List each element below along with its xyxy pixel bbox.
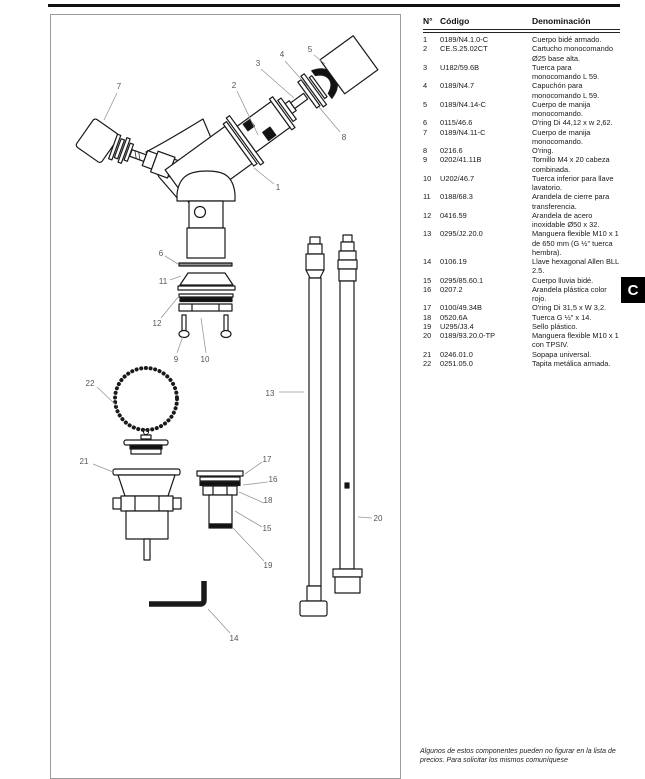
table-cell: Tuerca inferior para llave lavatorio. <box>532 173 614 192</box>
table-cell: 10 <box>423 173 432 183</box>
popup-drain <box>113 469 181 560</box>
table-cell: 0115/46.6 <box>440 118 473 128</box>
table-cell: 0189/N4.7 <box>440 81 475 91</box>
table-row <box>423 192 621 211</box>
callout-number: 20 <box>373 514 383 523</box>
table-cell: 0189/N4.11-C <box>440 127 486 137</box>
leader-line <box>104 93 117 120</box>
allen-key <box>149 581 204 604</box>
table-row <box>423 359 621 368</box>
table-row <box>423 174 621 193</box>
table-cell: Sello plástico. <box>532 321 578 331</box>
table-cell: Arandela de cierre para transferencia. <box>532 192 610 211</box>
callout-number: 18 <box>263 496 273 505</box>
table-cell: U182/59.6B <box>440 62 480 72</box>
table-cell: 0189/93.20.0-TP <box>440 331 496 340</box>
diagram-frame <box>50 14 401 779</box>
callout-number: 9 <box>173 355 179 364</box>
callout-number: 6 <box>158 249 164 258</box>
leader-line <box>170 276 181 280</box>
callout-number: 1 <box>275 183 281 192</box>
table-cell: 12 <box>423 210 432 220</box>
handle-body <box>320 36 378 94</box>
table-cell: Tuerca para monocomando L 59. <box>532 62 600 81</box>
table-cell: 0216.6 <box>440 146 463 155</box>
table-row <box>423 128 621 147</box>
leader-line <box>243 482 268 485</box>
callout-number: 4 <box>279 50 285 59</box>
table-cell: 20 <box>423 331 432 340</box>
callout-number: 8 <box>341 133 347 142</box>
table-cell: O'ring Di 44,12 x w 2,62. <box>532 118 613 128</box>
table-cell: 11 <box>423 192 431 202</box>
callout-number: 12 <box>152 319 162 328</box>
section-tab: C <box>621 277 645 303</box>
table-cell: Manguera flexible M10 x 1 con TPSIV. <box>532 331 619 350</box>
spout-neck <box>189 201 223 228</box>
screw <box>182 315 186 332</box>
table-cell: 6 <box>423 118 428 128</box>
table-cell: 0207.2 <box>440 284 463 294</box>
table-cell: Sopapa universal. <box>532 349 592 359</box>
table-cell: CE.S.25.02CT <box>440 44 488 54</box>
table-cell: 0188/68.3 <box>440 192 473 202</box>
leader-line <box>245 462 262 474</box>
leader-line <box>261 69 294 98</box>
table-row <box>423 81 621 100</box>
hose-left <box>300 237 327 616</box>
table-cell: 15 <box>423 275 432 285</box>
table-row <box>423 285 621 304</box>
table-cell: 0251.05.0 <box>440 358 473 368</box>
table-cell: 22 <box>423 358 432 368</box>
table-cell: 0189/N4.1.0-C <box>440 35 489 44</box>
leader-line <box>208 609 230 633</box>
callout-number: 16 <box>268 475 278 484</box>
table-row <box>423 350 621 359</box>
table-cell: Manguera flexible M10 x 1 de 650 mm (G ½" tuerca hembra). <box>532 229 619 257</box>
table-row <box>423 44 621 63</box>
callout-number: 11 <box>158 277 168 286</box>
mounting-stack <box>178 263 235 338</box>
table-row <box>423 35 621 44</box>
metal-cap <box>124 440 168 445</box>
table-cell: Llave hexagonal Allen BLL 2.5. <box>532 257 619 276</box>
parts-table <box>423 16 621 26</box>
parts-table-rows <box>423 35 621 368</box>
table-cell: U202/46.7 <box>440 173 475 183</box>
table-cell: 0189/N4.14-C <box>440 99 487 109</box>
table-cell: Cuerpo de manija monocomando. <box>532 99 591 118</box>
table-row <box>423 257 621 276</box>
table-cell: 8 <box>423 146 428 155</box>
hose-right <box>333 235 362 593</box>
table-cell: Cuerpo bidé armado. <box>532 35 602 44</box>
table-row <box>423 146 621 155</box>
table-cell: 14 <box>423 257 432 266</box>
table-cell: 0202/41.11B <box>440 155 482 165</box>
chain-ring <box>115 368 177 430</box>
table-cell: 9 <box>423 155 428 165</box>
callout-number: 10 <box>200 355 210 364</box>
table-cell: 7 <box>423 127 428 137</box>
table-cell: 0295/85.60.1 <box>440 275 484 285</box>
header-codigo: Código <box>440 16 470 26</box>
footer-note: Algunos de estos componentes pueden no figurar en la lista de precios. Para solicitar los mismos comuníquese <box>420 748 616 764</box>
table-header <box>423 16 621 26</box>
header-rule <box>423 29 620 33</box>
table-cell: 21 <box>423 349 432 359</box>
leader-line <box>177 336 183 353</box>
callout-number: 13 <box>265 389 275 398</box>
cartridge-stem <box>291 93 308 108</box>
callout-number: 22 <box>85 379 95 388</box>
table-cell: 1 <box>423 35 428 44</box>
leader-line <box>319 107 340 132</box>
table-cell: Arandela plástica color rojo. <box>532 284 607 303</box>
table-row <box>423 118 621 127</box>
table-cell: Capuchón para monocomando L 59. <box>532 81 600 100</box>
table-cell: 19 <box>423 321 432 331</box>
table-row <box>423 313 621 322</box>
leader-line <box>161 296 179 318</box>
header-denominacion: Denominación <box>532 16 591 26</box>
leader-line <box>201 318 206 353</box>
table-cell: 0100/49.34B <box>440 303 482 313</box>
table-cell: Tornillo M4 x 20 cabeza combinada. <box>532 155 610 174</box>
leader-line <box>358 517 372 518</box>
table-cell: Tapita metálica armada. <box>532 358 611 368</box>
table-cell: O'ring Di 31,5 x W 3,2. <box>532 303 607 313</box>
table-cell: 5 <box>423 99 428 109</box>
chain-and-cap <box>115 368 177 454</box>
table-cell: 16 <box>423 284 432 294</box>
table-cell: U295/J3.4 <box>440 321 474 331</box>
spout-shank <box>187 228 225 258</box>
table-cell: Tuerca G ½" x 14. <box>532 312 592 322</box>
table-cell: Cuerpo lluvia bidé. <box>532 275 594 285</box>
table-row <box>423 303 621 312</box>
table-cell: 0520.6A <box>440 312 468 322</box>
table-cell: O'ring. <box>532 146 554 155</box>
table-cell: 3 <box>423 62 428 72</box>
callout-number: 5 <box>307 45 313 54</box>
callout-number: 15 <box>262 524 272 533</box>
callout-number: 3 <box>255 59 261 68</box>
table-row <box>423 229 621 257</box>
callout-number: 2 <box>231 81 237 90</box>
header-n: N° <box>423 16 433 26</box>
table-cell: 4 <box>423 81 428 91</box>
table-cell: 0246.01.0 <box>440 349 473 359</box>
table-row <box>423 211 621 230</box>
table-row <box>423 276 621 285</box>
leader-line <box>254 168 274 184</box>
table-cell: 18 <box>423 312 432 322</box>
callout-number: 19 <box>263 561 273 570</box>
callout-number: 7 <box>116 82 122 91</box>
table-cell: 0416.59 <box>440 210 467 220</box>
leader-line <box>93 464 113 472</box>
table-row <box>423 155 621 174</box>
leader-line <box>233 528 264 561</box>
leader-line <box>235 511 262 527</box>
top-rule <box>48 4 620 7</box>
table-cell: Cartucho monocomando Ø25 base alta. <box>532 44 613 63</box>
parts-diagram <box>51 15 400 778</box>
table-cell: 17 <box>423 303 432 313</box>
table-cell: 0295/J2.20.0 <box>440 229 483 239</box>
leader-line <box>165 256 178 264</box>
callout-number: 21 <box>79 457 89 466</box>
spout-base-dome <box>177 171 235 201</box>
screw <box>224 315 228 332</box>
leader-line <box>239 492 264 503</box>
table-cell: Cuerpo de manija monocomando. <box>532 127 591 146</box>
table-cell: 2 <box>423 44 428 54</box>
table-cell: Arandela de acero inoxidable Ø50 x 32. <box>532 210 600 229</box>
table-row <box>423 100 621 119</box>
table-cell: 13 <box>423 229 432 239</box>
callout-number: 14 <box>229 634 239 643</box>
table-row <box>423 331 621 350</box>
table-row <box>423 63 621 82</box>
callout-number: 17 <box>262 455 272 464</box>
table-row <box>423 322 621 331</box>
table-cell: 0106.19 <box>440 257 467 266</box>
drain-body <box>197 471 243 528</box>
